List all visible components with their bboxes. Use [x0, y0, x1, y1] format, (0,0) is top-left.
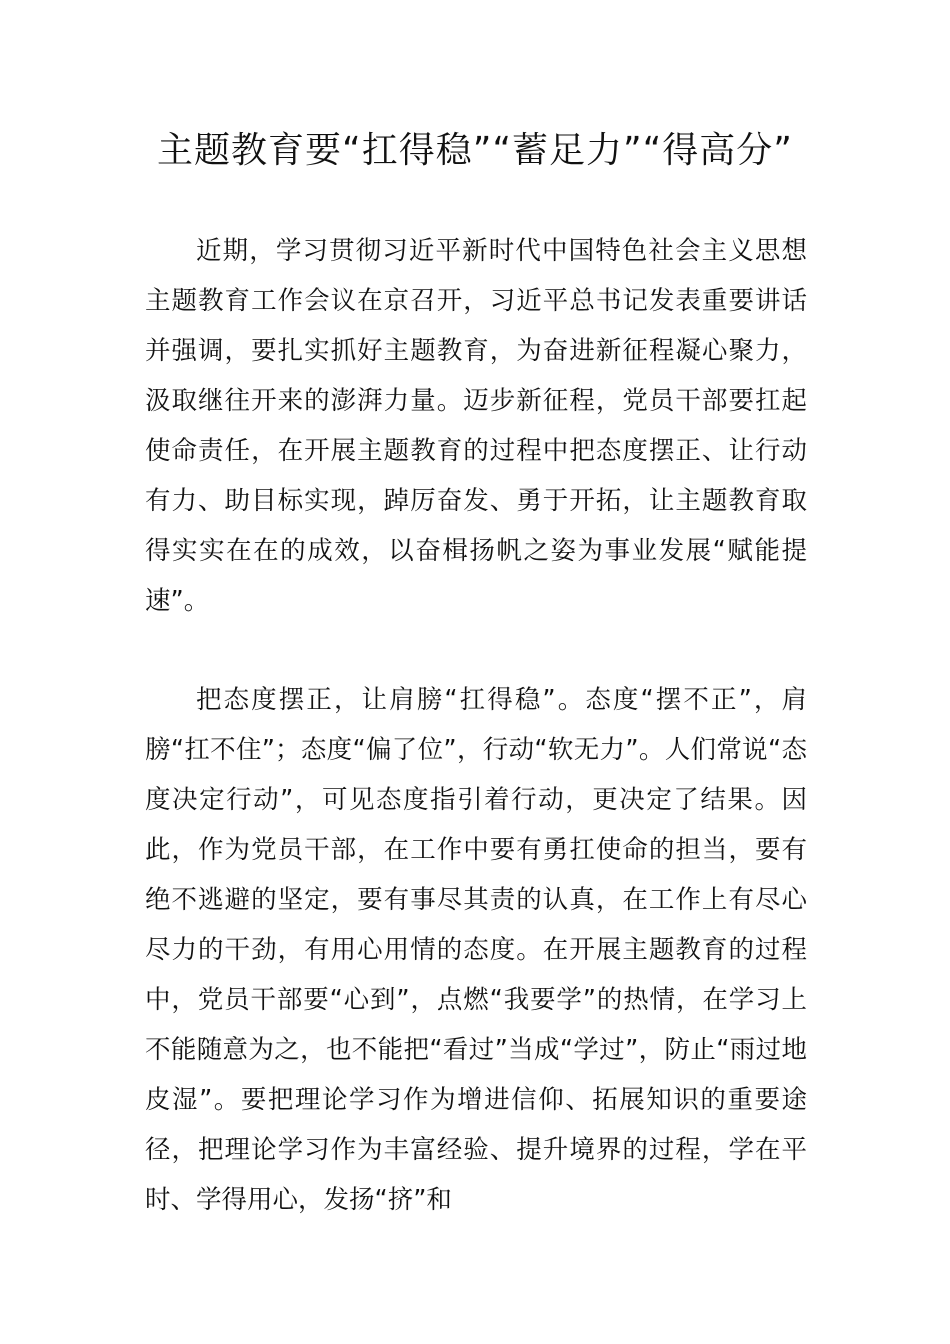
document-title: 主题教育要“扛得稳”“蓄足力”“得高分”: [157, 130, 793, 171]
paragraph-intro: 近期，学习贯彻习近平新时代中国特色社会主义思想主题教育工作会议在京召开，习近平总书记发表重要讲话并强调，要扎实抓好主题教育，为奋进新征程凝心聚力，汲取继往开来的澎湃力量。迈步新征程，党员干部要扛起使命责任，在开展主题教育的过程中把态度摆正、让行动有力、助目标实现，踔厉奋发、勇于开拓，让主题教育取得实实在在的成效，以奋楫扬帆之姿为事业发展“赋能提速”。: [145, 236, 807, 616]
paragraph-attitude: 把态度摆正，让肩膀“扛得稳”。态度“摆不正”，肩膀“扛不住”；态度“偏了位”，行动“软无力”。人们常说“态度决定行动”，可见态度指引着行动，更决定了结果。因此，作为党员干部，在工作中要有勇扛使命的担当，要有绝不逃避的坚定，要有事尽其责的认真，在工作上有尽心尽力的干劲，有用心用情的态度。在开展主题教育的过程中，党员干部要“心到”，点燃“我要学”的热情，在学习上不能随意为之，也不能把“看过”当成“学过”，防止“雨过地皮湿”。要把理论学习作为增进信仰、拓展知识的重要途径，把理论学习作为丰富经验、提升境界的过程，学在平时、学得用心，发扬“挤”和: [145, 685, 807, 1215]
